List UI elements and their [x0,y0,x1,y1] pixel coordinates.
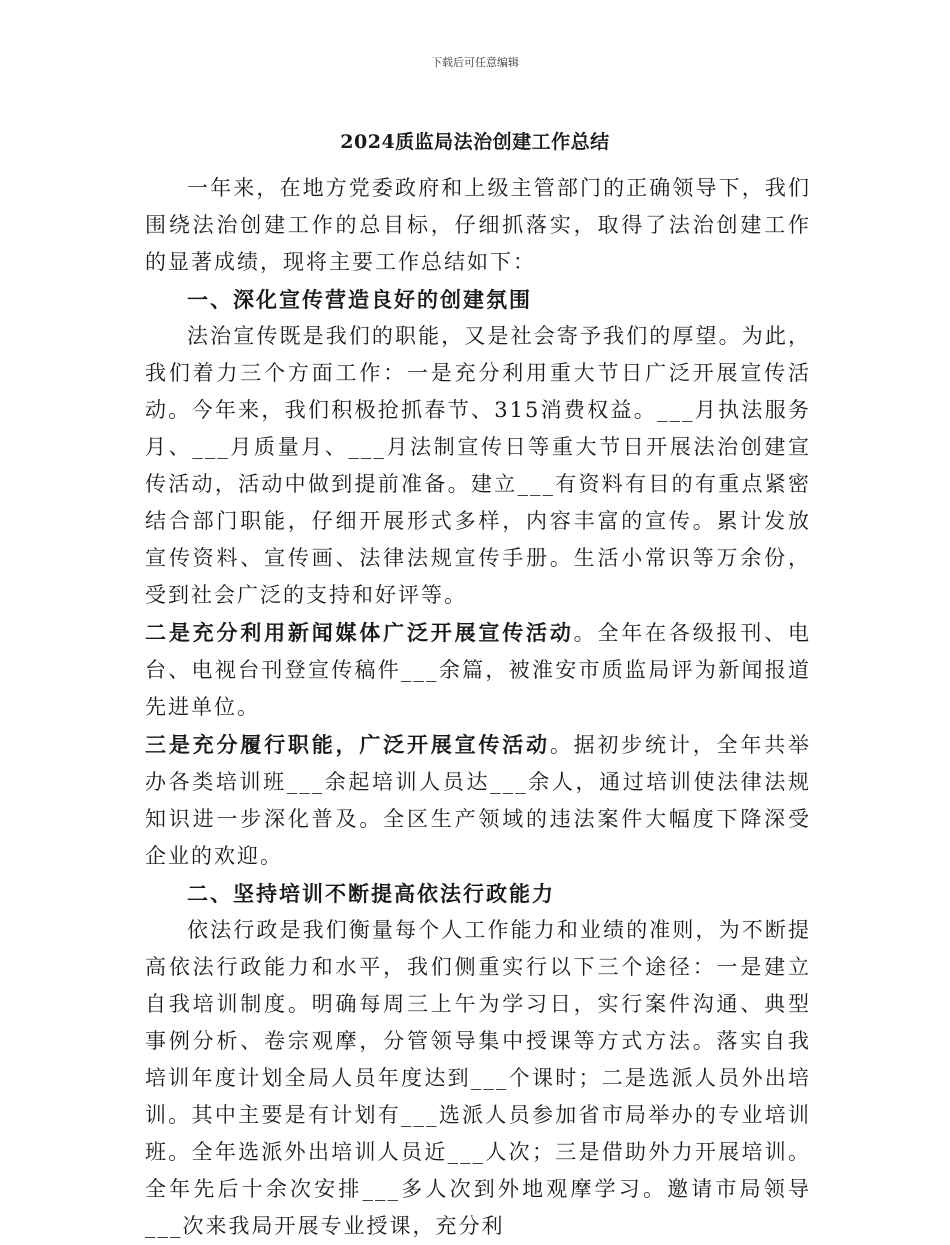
section-1-paragraph-1: 法治宣传既是我们的职能，又是社会寄予我们的厚望。为此，我们着力三个方面工作：一是充分利用重大节日广泛开展宣传活动。今年来，我们积极抢抓春节、315消费权益。___月执法服务月、___月质量月、___月法制宣传日等重大节日开展法治创建宣传活动，活动中做到提前准备。建立___有资料有目的有重点紧密结合部门职能，仔细开展形式多样，内容丰富的宣传。累计发放宣传资料、宣传画、法律法规宣传手册。生活小常识等万余份，受到社会广泛的支持和好评等。 [145,324,811,607]
document-body [145,170,811,1245]
section-1-paragraph-2-text: 。全年在各级报刊、电台、电视台刊登宣传稿件___余篇，被淮安市质监局评为新闻报道先进单位。 [145,621,812,719]
section-1-paragraph-3 [145,726,811,875]
section-1-paragraph-3-text: 。据初步统计，全年共举办各类培训班___余起培训人员达___余人，通过培训使法律法规知识进一步深化普及。全区生产领域的违法案件大幅度下降深受企业的欢迎。 [145,733,812,868]
section-1-paragraph-2 [145,614,811,726]
section-2-heading: 二、坚持培训不断提高依法行政能力 [187,881,555,906]
section-2-paragraph-1: 依法行政是我们衡量每个人工作能力和业绩的准则，为不断提高依法行政能力和水平，我们侧重实行以下三个途径：一是建立自我培训制度。明确每周三上午为学习日，实行案件沟通、典型事例分析、卷宗观摩，分管领导集中授课等方式方法。落实自我培训年度计划全局人员年度达到___个课时；二是选派人员外出培训。其中主要是有计划有___选派人员参加省市局举办的专业培训班。全年选派外出培训人员近___人次；三是借助外力开展培训。全年先后十余次安排___多人次到外地观摩学习。邀请市局领导___次来我局开展专业授课，充分利 [145,918,811,1238]
header-note: 下载后可任意编辑 [431,56,519,69]
section-1-paragraph-3-lead: 三是充分履行职能，广泛开展宣传活动 [145,732,550,757]
intro-paragraph: 一年来，在地方党委政府和上级主管部门的正确领导下，我们围绕法治创建工作的总目标，仔细抓落实，取得了法治创建工作的显著成绩，现将主要工作总结如下： [145,176,811,274]
document-title: 2024质监局法治创建工作总结 [340,131,610,153]
section-1-paragraph-2-lead: 二是充分利用新闻媒体广泛开展宣传活动 [145,620,574,645]
section-1-heading: 一、深化宣传营造良好的创建氛围 [187,287,532,312]
